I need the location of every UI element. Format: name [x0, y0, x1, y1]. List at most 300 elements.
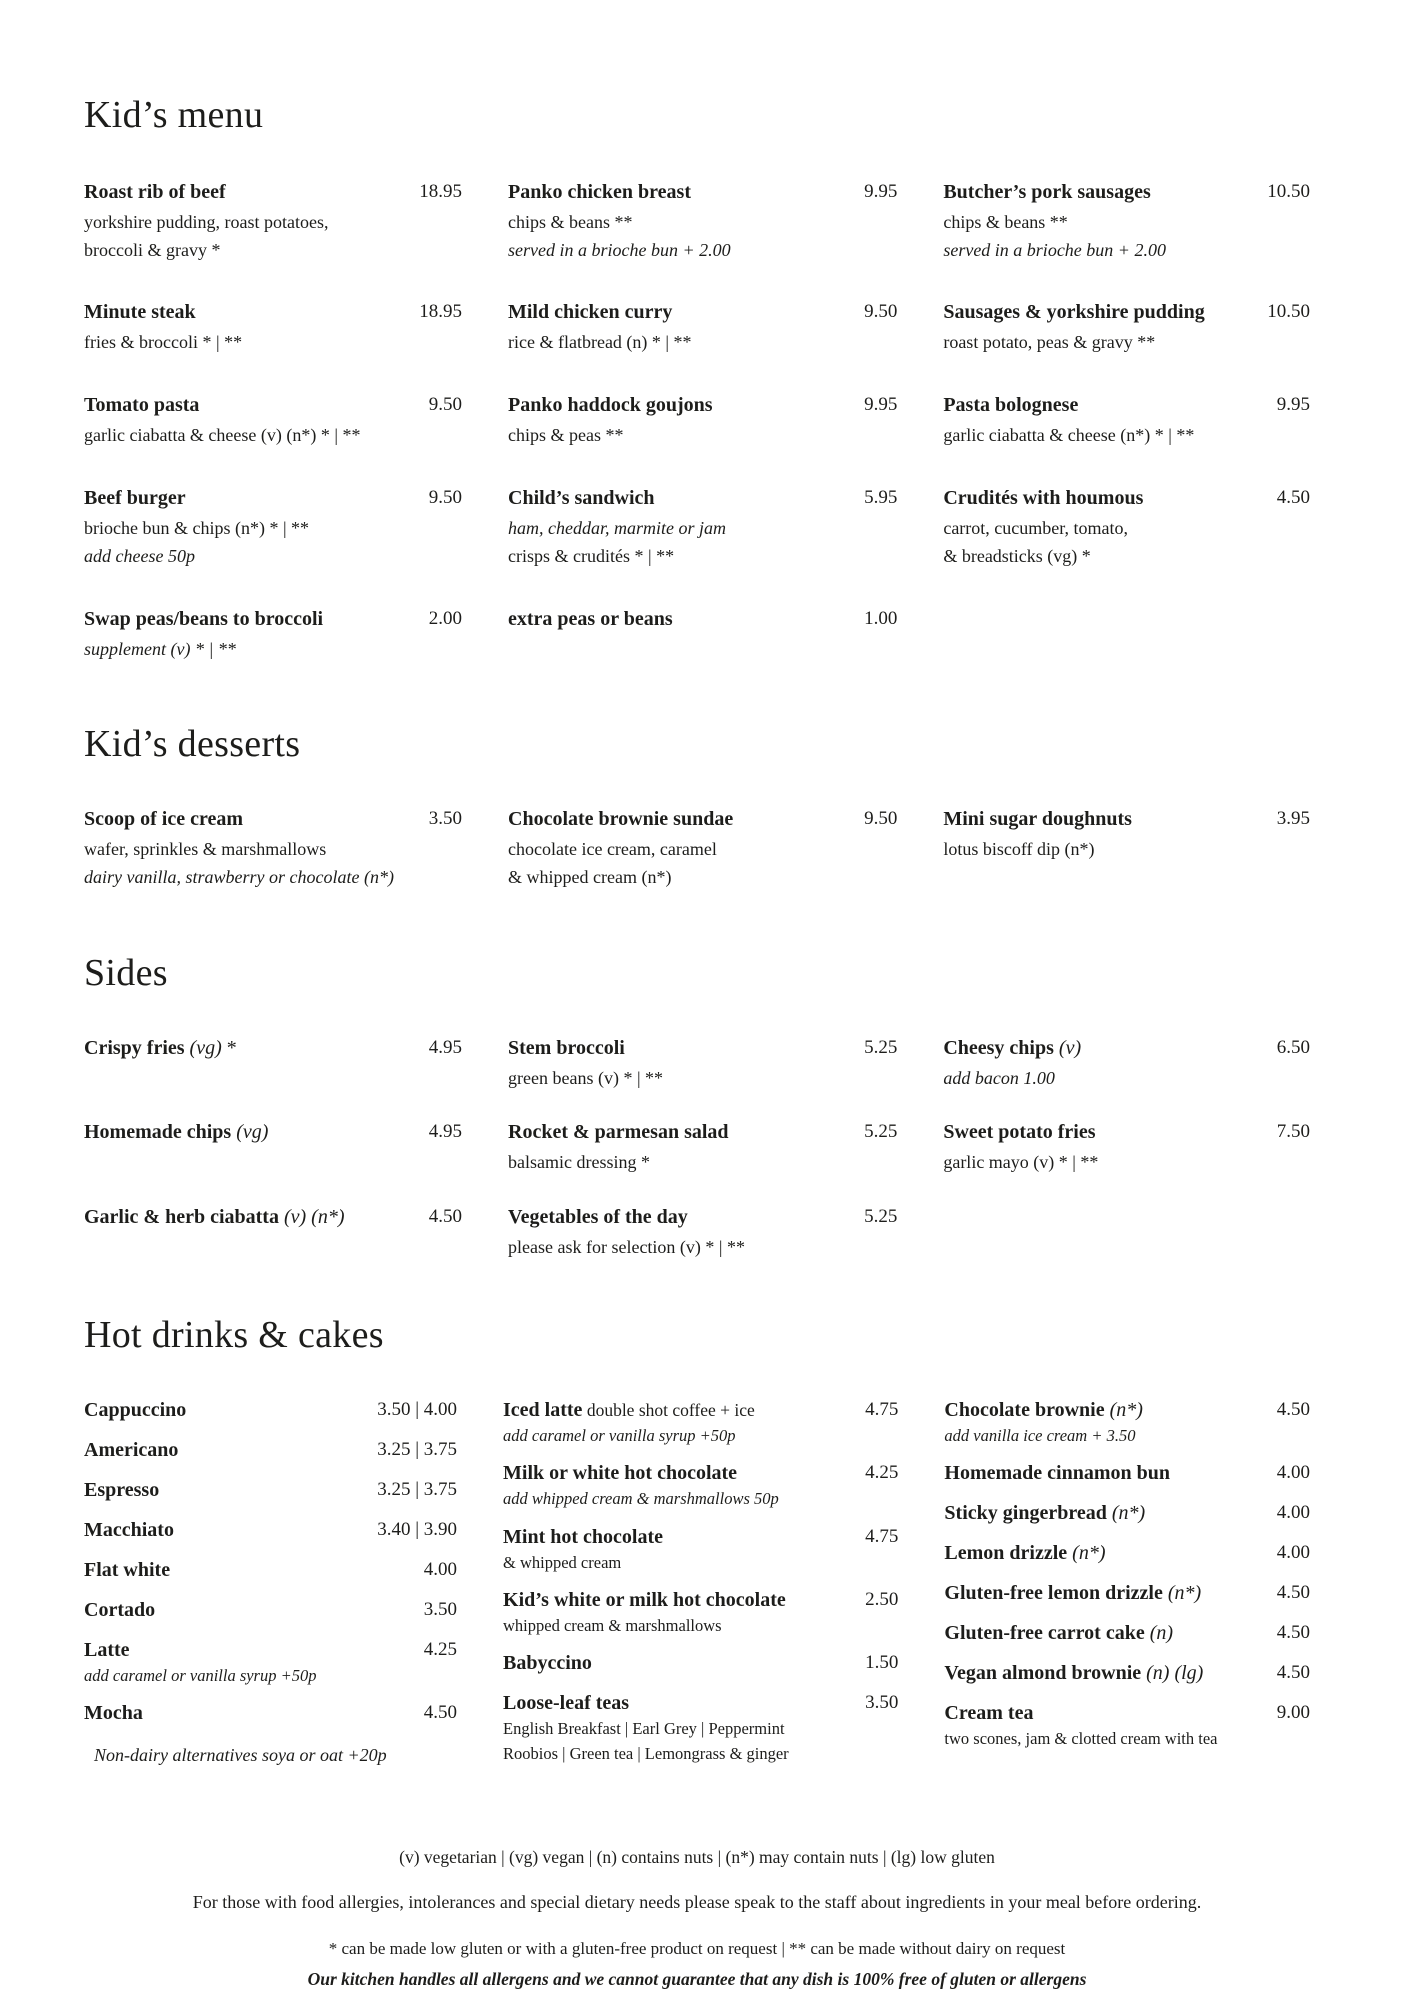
item-price: 5.25 [864, 1206, 898, 1228]
item-title [84, 1518, 363, 1543]
item-price: 18.95 [419, 301, 462, 323]
item-title [84, 486, 415, 511]
menu-item [943, 807, 1310, 862]
menu-item [84, 486, 462, 569]
item-price: 4.75 [865, 1398, 899, 1420]
item-body [508, 807, 850, 890]
item-name: Loose-leaf teas [503, 1692, 630, 1715]
item-name: Swap peas/beans to broccoli [84, 607, 324, 630]
item-description: wafer, sprinkles & marshmallows [84, 839, 327, 860]
item-price: 3.50 [865, 1692, 899, 1714]
item-body [84, 1598, 410, 1623]
menu-item [944, 1701, 1310, 1749]
item-name: Mini sugar doughnuts [943, 808, 1132, 831]
item-title [503, 1691, 851, 1716]
item-description: carrot, cucumber, tomato, [943, 518, 1129, 538]
menu-item [944, 1621, 1310, 1646]
item-description: & whipped cream (n*) [508, 867, 672, 887]
item-name: Butcher’s pork sausages [943, 180, 1151, 203]
menu-item [943, 1036, 1310, 1091]
item-body [503, 1398, 851, 1446]
item-title [943, 807, 1262, 832]
item-name: Mocha [84, 1702, 143, 1725]
item-body [943, 393, 1262, 448]
item-name: Babyccino [503, 1652, 592, 1675]
item-name: Crudités with houmous [943, 487, 1144, 509]
item-dietary-note: (n) [1144, 1622, 1174, 1645]
item-title [943, 1036, 1262, 1061]
item-price: 4.25 [423, 1638, 458, 1660]
item-name: Pasta bolognese [943, 394, 1079, 417]
item-description: add vanilla ice cream + 3.50 [944, 1425, 1136, 1445]
item-price: 4.25 [865, 1462, 899, 1484]
menu-item [508, 1036, 897, 1091]
item-description: garlic mayo (v) * | ** [943, 1152, 1099, 1173]
item-name: Scoop of ice cream [84, 808, 244, 831]
item-title [503, 1651, 851, 1676]
item-price: 5.25 [864, 1121, 898, 1143]
section-kids-menu [84, 94, 1310, 661]
item-body [503, 1461, 851, 1509]
item-price: 3.95 [1276, 808, 1310, 830]
item-title [503, 1398, 851, 1423]
item-body [503, 1525, 851, 1573]
item-price: 5.25 [864, 1036, 898, 1058]
item-description: brioche bun & chips (n*) * | ** [84, 518, 310, 538]
item-title [503, 1588, 851, 1613]
item-name: Gluten-free lemon drizzle [944, 1582, 1163, 1605]
item-body [508, 300, 850, 355]
item-price: 4.75 [865, 1525, 899, 1547]
menu-item [84, 1120, 462, 1145]
item-dietary-note: (n*) [1104, 1398, 1143, 1421]
item-name: Beef burger [84, 487, 186, 509]
section-title-hot-drinks-cakes: Hot drinks & cakes [84, 1314, 384, 1356]
item-price: 9.95 [864, 180, 898, 202]
menu-footer [84, 1847, 1310, 1990]
item-body [508, 393, 850, 448]
menu-item [508, 607, 897, 632]
item-description: chocolate ice cream, caramel [508, 839, 717, 860]
item-name: Tomato pasta [84, 394, 200, 417]
item-body [84, 1205, 415, 1230]
item-title [503, 1525, 851, 1550]
item-name: Chocolate brownie [944, 1398, 1105, 1421]
item-body [84, 1558, 410, 1583]
item-title [944, 1701, 1262, 1726]
item-description: served in a brioche bun + 2.00 [943, 239, 1166, 260]
item-dietary-note: (n) (lg) [1141, 1662, 1204, 1685]
item-title [943, 1120, 1262, 1145]
item-description: served in a brioche bun + 2.00 [508, 239, 731, 260]
item-name: Sausages & yorkshire pudding [943, 301, 1205, 324]
item-title [508, 300, 850, 325]
item-description: English Breakfast | Earl Grey | Peppermint [503, 1719, 785, 1739]
item-price: 9.95 [864, 394, 898, 416]
section-title-kids-desserts: Kid’s desserts [84, 723, 301, 766]
item-description: add caramel or vanilla syrup +50p [503, 1425, 736, 1445]
hot-drinks-column-1 [84, 1398, 457, 1783]
item-body [943, 300, 1253, 355]
item-title [84, 1598, 410, 1623]
item-title [84, 607, 415, 632]
item-name: Cortado [84, 1598, 156, 1621]
item-dietary-note: (n*) [1162, 1582, 1202, 1605]
item-name: Sticky gingerbread [944, 1502, 1107, 1525]
item-price: 10.50 [1267, 180, 1310, 202]
item-price: 9.50 [864, 808, 898, 830]
item-name: Mild chicken curry [508, 301, 673, 324]
item-price: 6.50 [1276, 1036, 1310, 1058]
item-body [84, 1120, 415, 1145]
menu-item [943, 1120, 1310, 1175]
item-name: Espresso [84, 1478, 160, 1501]
item-price: 4.00 [1276, 1502, 1310, 1524]
menu-item [84, 300, 462, 355]
item-description: roast potato, peas & gravy ** [943, 332, 1156, 353]
menu-item [84, 1478, 457, 1503]
item-title [943, 180, 1253, 205]
item-dietary-note: (v) (n*) [278, 1206, 345, 1229]
item-title [508, 1205, 850, 1230]
item-name: Child’s sandwich [508, 487, 655, 509]
kids-menu-items [84, 180, 1310, 662]
item-title [508, 607, 850, 632]
item-title [84, 1036, 415, 1061]
item-body [84, 1701, 410, 1726]
item-price: 4.00 [1276, 1462, 1310, 1484]
item-body [84, 1398, 363, 1423]
item-title [943, 486, 1262, 511]
request-notes: * can be made low gluten or with a gluten-free product on request | ** can be made without dairy on request [328, 1938, 1066, 1958]
item-name: Vegan almond brownie [944, 1662, 1142, 1685]
hot-drinks-column-3 [944, 1398, 1310, 1765]
item-title [944, 1501, 1262, 1526]
menu-item [943, 300, 1310, 355]
item-title [84, 1701, 410, 1726]
item-title [508, 1120, 850, 1145]
item-name: Flat white [84, 1558, 171, 1581]
section-title-sides: Sides [84, 951, 168, 994]
menu-item [943, 486, 1310, 569]
item-price: 9.50 [864, 301, 898, 323]
item-title [943, 300, 1253, 325]
item-name: Macchiato [84, 1518, 174, 1541]
item-body [503, 1651, 851, 1676]
item-description: Non-dairy alternatives soya or oat +20p [94, 1745, 387, 1766]
item-description: crisps & crudités * | ** [508, 545, 675, 566]
menu-item [84, 1558, 457, 1583]
item-body [943, 807, 1262, 862]
item-description: whipped cream & marshmallows [503, 1616, 722, 1635]
menu-item [84, 1701, 457, 1726]
item-title [84, 1205, 415, 1230]
item-price: 4.95 [428, 1036, 462, 1058]
menu-item [944, 1398, 1310, 1446]
item-title [508, 180, 850, 205]
item-body [944, 1461, 1262, 1486]
item-body [944, 1621, 1262, 1646]
item-dietary-note: (n*) [1106, 1502, 1146, 1525]
item-description: & whipped cream [503, 1552, 622, 1572]
item-price: 4.50 [423, 1702, 458, 1724]
kids-desserts-items [84, 807, 1310, 890]
allergy-notice: For those with food allergies, intolerances and special dietary needs please speak to the staff about ingredients in your meal before ordering. [192, 1891, 1202, 1912]
item-body [508, 1120, 850, 1175]
item-title [508, 393, 850, 418]
item-name: Chocolate brownie sundae [508, 808, 734, 831]
menu-item [508, 300, 897, 355]
item-price: 4.50 [428, 1206, 462, 1228]
menu-item [508, 1120, 897, 1175]
item-price: 9.95 [1276, 394, 1310, 416]
item-body [944, 1541, 1262, 1566]
item-title [84, 1478, 363, 1503]
item-body [508, 1036, 850, 1091]
item-dietary-note: (vg) [231, 1121, 269, 1144]
item-price: 2.50 [865, 1589, 899, 1610]
item-body [943, 180, 1253, 263]
section-sides [84, 952, 1310, 1260]
item-description: ham, cheddar, marmite or jam [508, 518, 726, 538]
item-description: add caramel or vanilla syrup +50p [84, 1665, 317, 1685]
item-price: 4.50 [1276, 1662, 1310, 1684]
item-price: 3.50 [423, 1598, 458, 1620]
item-name: Rocket & parmesan salad [508, 1121, 729, 1144]
item-description: dairy vanilla, strawberry or chocolate (n*) [84, 867, 394, 887]
item-dietary-note: (v) [1053, 1036, 1082, 1059]
menu-item [503, 1691, 898, 1764]
item-body [943, 486, 1262, 569]
item-title [944, 1398, 1262, 1423]
item-price: 9.50 [428, 487, 462, 508]
item-title [944, 1581, 1262, 1606]
item-mark: * [221, 1036, 237, 1059]
item-price: 4.00 [1276, 1542, 1310, 1564]
menu-item [84, 607, 462, 662]
item-description: chips & peas ** [508, 425, 624, 446]
item-name: Vegetables of the day [508, 1206, 688, 1229]
menu-item [503, 1525, 898, 1573]
item-description: Roobios | Green tea | Lemongrass & ginger [503, 1743, 789, 1763]
item-price: 3.40 | 3.90 [377, 1518, 458, 1540]
item-name: Mint hot chocolate [503, 1525, 663, 1548]
item-title [84, 1558, 410, 1583]
item-body [84, 180, 405, 263]
item-title [84, 1398, 363, 1423]
item-description: chips & beans ** [943, 211, 1068, 232]
item-description: yorkshire pudding, roast potatoes, [84, 211, 329, 232]
item-body [943, 1036, 1262, 1091]
item-body [944, 1661, 1262, 1686]
dietary-legend: (v) vegetarian | (vg) vegan | (n) contains nuts | (n*) may contain nuts | (lg) low gluten [399, 1846, 995, 1867]
item-title [84, 1438, 363, 1463]
item-body [508, 486, 850, 569]
item-name: Panko haddock goujons [508, 394, 713, 417]
item-description: supplement (v) * | ** [84, 638, 236, 659]
item-name: Crispy fries [84, 1036, 185, 1059]
item-body [944, 1501, 1262, 1526]
item-title [84, 393, 415, 418]
item-title [503, 1461, 851, 1486]
item-name: Lemon drizzle [944, 1542, 1068, 1565]
item-price: 3.25 | 3.75 [377, 1438, 458, 1460]
menu-item [503, 1461, 898, 1509]
menu-item [508, 180, 897, 263]
item-description: two scones, jam & clotted cream with tea [944, 1729, 1218, 1749]
item-body [84, 1036, 415, 1061]
item-price: 3.50 | 4.00 [377, 1398, 458, 1420]
hot-drinks-column-2 [503, 1398, 898, 1780]
item-price: 4.50 [1276, 1582, 1310, 1604]
item-dietary-note: (n*) [1067, 1542, 1106, 1565]
menu-item [84, 1598, 457, 1623]
menu-item [508, 1205, 897, 1260]
item-name: Cheesy chips [943, 1036, 1054, 1059]
item-name: Cream tea [944, 1702, 1034, 1725]
item-description: garlic ciabatta & cheese (v) (n*) * | ** [84, 425, 361, 446]
item-description: balsamic dressing * [508, 1152, 650, 1173]
item-body [84, 807, 415, 890]
item-inline-desc: double shot coffee + ice [582, 1399, 755, 1420]
menu-item [84, 180, 462, 263]
item-title [944, 1541, 1262, 1566]
menu-item [503, 1398, 898, 1446]
section-hot-drinks-cakes [84, 1314, 1310, 1783]
item-body [944, 1701, 1262, 1749]
menu-item [943, 180, 1310, 263]
item-body [508, 180, 850, 263]
item-name: Iced latte [503, 1398, 583, 1421]
menu-item [508, 807, 897, 890]
item-body [84, 1438, 363, 1463]
item-body [503, 1588, 851, 1636]
item-name: Milk or white hot chocolate [503, 1462, 738, 1485]
item-description: please ask for selection (v) * | ** [508, 1237, 746, 1258]
item-title [508, 486, 850, 511]
item-price: 1.50 [865, 1652, 899, 1674]
item-body [84, 607, 415, 662]
item-body [508, 607, 850, 632]
item-price: 4.95 [428, 1121, 462, 1143]
item-price: 3.25 | 3.75 [377, 1478, 458, 1500]
item-price: 3.50 [428, 808, 462, 830]
item-price: 4.50 [1276, 1622, 1310, 1644]
item-name: Panko chicken breast [508, 180, 691, 203]
item-body [508, 1205, 850, 1260]
item-description: rice & flatbread (n) * | ** [508, 332, 692, 353]
item-description: broccoli & gravy * [84, 239, 221, 260]
menu-item [84, 1398, 457, 1423]
item-description: garlic ciabatta & cheese (n*) * | ** [943, 425, 1195, 446]
item-body [84, 1518, 363, 1543]
item-price: 5.95 [864, 487, 898, 508]
item-price: 9.00 [1276, 1702, 1310, 1724]
menu-item [944, 1661, 1310, 1686]
menu-item [944, 1581, 1310, 1606]
menu-item [503, 1651, 898, 1676]
item-body [943, 1120, 1262, 1175]
menu-item [944, 1461, 1310, 1486]
item-price: 10.50 [1267, 301, 1310, 323]
item-price: 4.50 [1276, 487, 1310, 508]
menu-item [84, 1036, 462, 1061]
item-name: Stem broccoli [508, 1036, 625, 1059]
item-title [84, 1638, 410, 1663]
item-body [84, 486, 415, 569]
menu-item [943, 393, 1310, 448]
menu-note [84, 1741, 457, 1767]
item-description: add whipped cream & marshmallows 50p [503, 1489, 779, 1509]
item-price: 7.50 [1276, 1121, 1310, 1143]
item-title [84, 300, 405, 325]
sides-items [84, 1036, 1310, 1260]
item-name: Homemade cinnamon bun [944, 1462, 1171, 1485]
item-price: 4.00 [423, 1558, 458, 1580]
item-price: 4.50 [1276, 1398, 1310, 1420]
menu-item [84, 807, 462, 890]
item-body [84, 1478, 363, 1503]
section-title-kids-menu: Kid’s menu [84, 94, 264, 136]
menu-item [84, 1438, 457, 1463]
item-description: chips & beans ** [508, 211, 633, 232]
item-name: Americano [84, 1438, 179, 1461]
kitchen-disclaimer: Our kitchen handles all allergens and we cannot guarantee that any dish is 100% free of gluten or allergens [307, 1968, 1087, 1989]
item-name: extra peas or beans [508, 607, 673, 630]
item-body [84, 300, 405, 355]
item-name: Gluten-free carrot cake [944, 1622, 1145, 1645]
item-title [508, 1036, 850, 1061]
item-name: Homemade chips [84, 1121, 232, 1144]
item-name: Roast rib of beef [84, 180, 226, 203]
item-body [503, 1691, 851, 1764]
menu-item [84, 393, 462, 448]
menu-item [84, 1518, 457, 1543]
item-name: Minute steak [84, 301, 196, 324]
item-description: fries & broccoli * | ** [84, 332, 243, 353]
item-title [84, 180, 405, 205]
item-price: 1.00 [864, 607, 898, 629]
hot-drinks-cakes-columns [84, 1398, 1310, 1783]
item-body [94, 1741, 457, 1767]
item-price: 9.50 [428, 394, 462, 416]
item-price: 18.95 [419, 180, 462, 202]
item-description: green beans (v) * | ** [508, 1067, 664, 1088]
item-body [84, 1638, 410, 1686]
menu-item [84, 1638, 457, 1686]
menu-item [84, 1205, 462, 1230]
item-title [508, 807, 850, 832]
item-name: Kid’s white or milk hot chocolate [503, 1589, 786, 1611]
menu-item [508, 393, 897, 448]
item-description: & breadsticks (vg) * [943, 545, 1091, 566]
item-body [944, 1398, 1262, 1446]
item-name: Garlic & herb ciabatta [84, 1206, 279, 1229]
item-body [944, 1581, 1262, 1606]
item-name: Sweet potato fries [943, 1121, 1096, 1144]
item-dietary-note: (vg) [184, 1036, 222, 1059]
item-body [84, 393, 415, 448]
menu-item [503, 1588, 898, 1636]
menu-item [944, 1501, 1310, 1526]
item-name: Cappuccino [84, 1398, 187, 1421]
section-kids-desserts [84, 723, 1310, 889]
item-title [84, 807, 415, 832]
item-title [944, 1621, 1262, 1646]
item-title [943, 393, 1262, 418]
menu-item [508, 486, 897, 569]
item-name: Latte [84, 1638, 130, 1661]
